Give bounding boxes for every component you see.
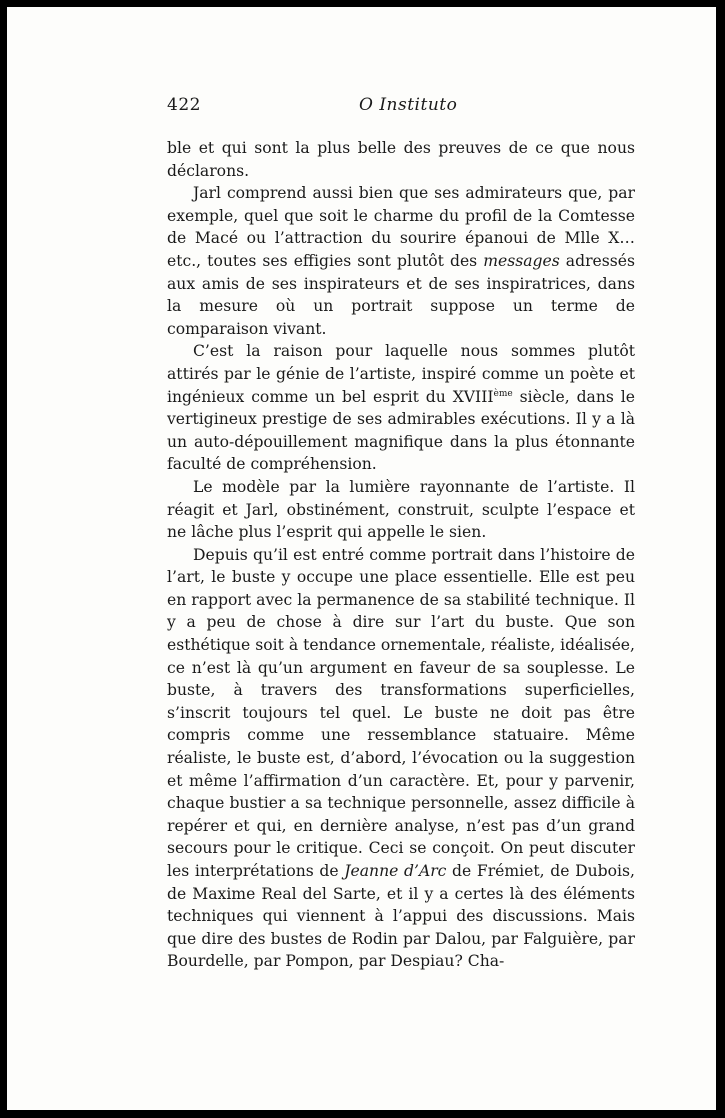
paragraph-1-text: ble et qui sont la plus belle des preuves de ce que nous déclarons. xyxy=(167,139,635,180)
running-title: O Instituto xyxy=(359,95,458,115)
paragraph-4-text: Le modèle par la lumière rayonnante de l’artiste. Il réagit et Jarl, obstinément, construit, sculpte l’espace et ne lâche plus l’esprit qui appelle le sien. xyxy=(167,477,635,542)
paragraph-5-text-a: Depuis qu’il est entré comme portrait dans l’histoire de l’art, le buste y occupe une place essentielle. Elle est peu en rapport avec la permanence de sa stabilité technique. Il y a peu de chose à dire sur l’art du buste. Que son esthétique soit à tendance ornementale, réaliste, idéalisée, ce n’est là qu’un argument en faveur de sa souplesse. Le buste, à travers des transformations superficielles, s’inscrit toujours tel quel. Le buste ne doit pas être compris comme une ressemblance statuaire. Même réaliste, le buste est, d’abord, l’évocation ou la suggestion et même l’affirmation d’un caractère. Et, pour y parvenir, chaque bustier a sa technique personnelle, assez difficile à repérer et qui, en dernière analyse, n’est pas d’un grand secours pour le critique. Ceci se conçoit. On peut discuter les interprétations de xyxy=(167,545,635,880)
paragraph-2-text-a: Jarl comprend aussi bien que ses admirateurs que, par exemple, quel que soit le charme du profil de la Comtesse de Macé ou l’attraction du sourire épanoui de Mlle X… etc., toutes ses effigies sont plutôt des xyxy=(167,184,635,270)
paragraph-2-emphasis: messages xyxy=(483,251,560,270)
paragraph-4 xyxy=(167,476,635,544)
paragraph-3-text-b: siècle, dans le vertigineux prestige de ses admirables exécutions. Il y a là un auto-dépouillement magnifique dans la plus étonnante faculté de compréhension. xyxy=(167,387,635,474)
body-text xyxy=(167,137,635,973)
book-page xyxy=(167,95,635,973)
paragraph-3-text-a: C’est la raison pour laquelle nous sommes plutôt attirés par le génie de l’artiste, inspiré comme un poète et ingénieux comme un bel esprit du XVIII xyxy=(167,342,635,406)
paragraph-1 xyxy=(167,137,635,182)
paragraph-3 xyxy=(167,340,635,476)
page-number: 422 xyxy=(167,95,201,115)
paragraph-2 xyxy=(167,182,635,340)
paragraph-2-text-b: adressés aux amis de ses inspirateurs et de ses inspiratrices, dans la mesure où un portrait suppose un terme de comparaison vivant. xyxy=(167,251,636,338)
paragraph-5-text-b: de Frémiet, de Dubois, de Maxime Real del Sarte, et il y a certes là des éléments techniques qui viennent à l’appui des discussions. Mais que dire des bustes de Rodin par Dalou, par Falguière, par Bourdelle, par Pompon, par Despiau? Cha- xyxy=(167,862,635,971)
paragraph-3-superscript: ème xyxy=(493,388,513,399)
paragraph-5 xyxy=(167,544,635,973)
paragraph-5-emphasis: Jeanne d’Arc xyxy=(344,862,447,880)
page-header xyxy=(167,95,635,123)
